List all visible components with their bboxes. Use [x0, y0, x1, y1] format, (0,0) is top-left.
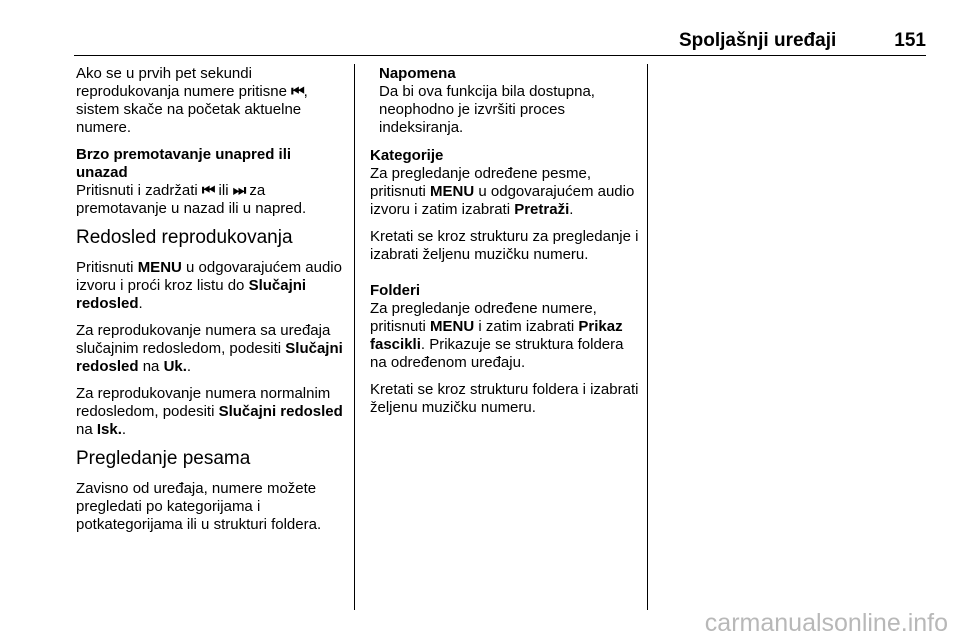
- browse-heading: Pregledanje pesama: [76, 448, 251, 469]
- page-number: 151: [894, 30, 926, 51]
- folders-paragraph-1: Za pregledanje određene numere, pritisnuti MENU i zatim izabrati Prikaz fascikli. Prikazuje se struktura foldera na određenom uređaju.: [370, 300, 624, 371]
- categories-paragraph-1: Za pregledanje određene pesme, pritisnuti MENU u odgovarajućem audio izvoru i zatim izabrati Pretraži.: [370, 165, 635, 218]
- watermark: carmanualsonline.info: [704, 609, 948, 637]
- note-label: Napomena: [379, 65, 456, 82]
- fast-forward-heading: Brzo premotavanje unapred ili unazad: [76, 146, 292, 181]
- browse-paragraph: Zavisno od uređaja, numere možete pregledati po kategorijama i potkategorijama ili u strukturi foldera.: [76, 480, 322, 533]
- column-divider-left: [354, 64, 355, 610]
- previous-track-icon: ⏮: [201, 182, 215, 199]
- next-track-icon: ⏭: [232, 182, 246, 199]
- shuffle-paragraph-2: Za reprodukovanje numera sa uređaja slučajnim redosledom, podesiti Slučajni redosled na Uk..: [76, 322, 343, 375]
- folders-paragraph-2: Kretati se kroz strukturu foldera i izabrati željenu muzičku numeru.: [370, 381, 639, 416]
- shuffle-paragraph-3: Za reprodukovanje numera normalnim redosledom, podesiti Slučajni redosled na Isk..: [76, 385, 343, 438]
- right-column: [370, 65, 640, 426]
- fast-forward-paragraph: Pritisnuti i zadržati ⏮ ili ⏭ za premotavanje u nazad ili u napred.: [76, 182, 307, 217]
- skip-paragraph: Ako se u prvih pet sekundi reprodukovanja numere pritisne ⏮, sistem skače na početak aktuelne numere.: [76, 65, 308, 136]
- left-column: [76, 65, 346, 543]
- note-box: [370, 65, 640, 137]
- note-text: Da bi ova funkcija bila dostupna, neophodno je izvršiti proces indeksiranja.: [379, 83, 595, 136]
- shuffle-paragraph-1: Pritisnuti MENU u odgovarajućem audio izvoru i proći kroz listu do Slučajni redosled.: [76, 259, 342, 312]
- page-header: [74, 30, 926, 52]
- header-rule: [74, 55, 926, 56]
- previous-track-icon: ⏮: [291, 83, 304, 100]
- categories-heading: Kategorije: [370, 147, 444, 164]
- folders-heading: Folderi: [370, 282, 421, 299]
- page-title: Spoljašnji uređaji: [678, 30, 837, 51]
- column-divider-right: [647, 64, 648, 610]
- categories-paragraph-2: Kretati se kroz strukturu za pregledanje i izabrati željenu muzičku numeru.: [370, 228, 639, 263]
- shuffle-heading: Redosled reprodukovanja: [76, 227, 293, 248]
